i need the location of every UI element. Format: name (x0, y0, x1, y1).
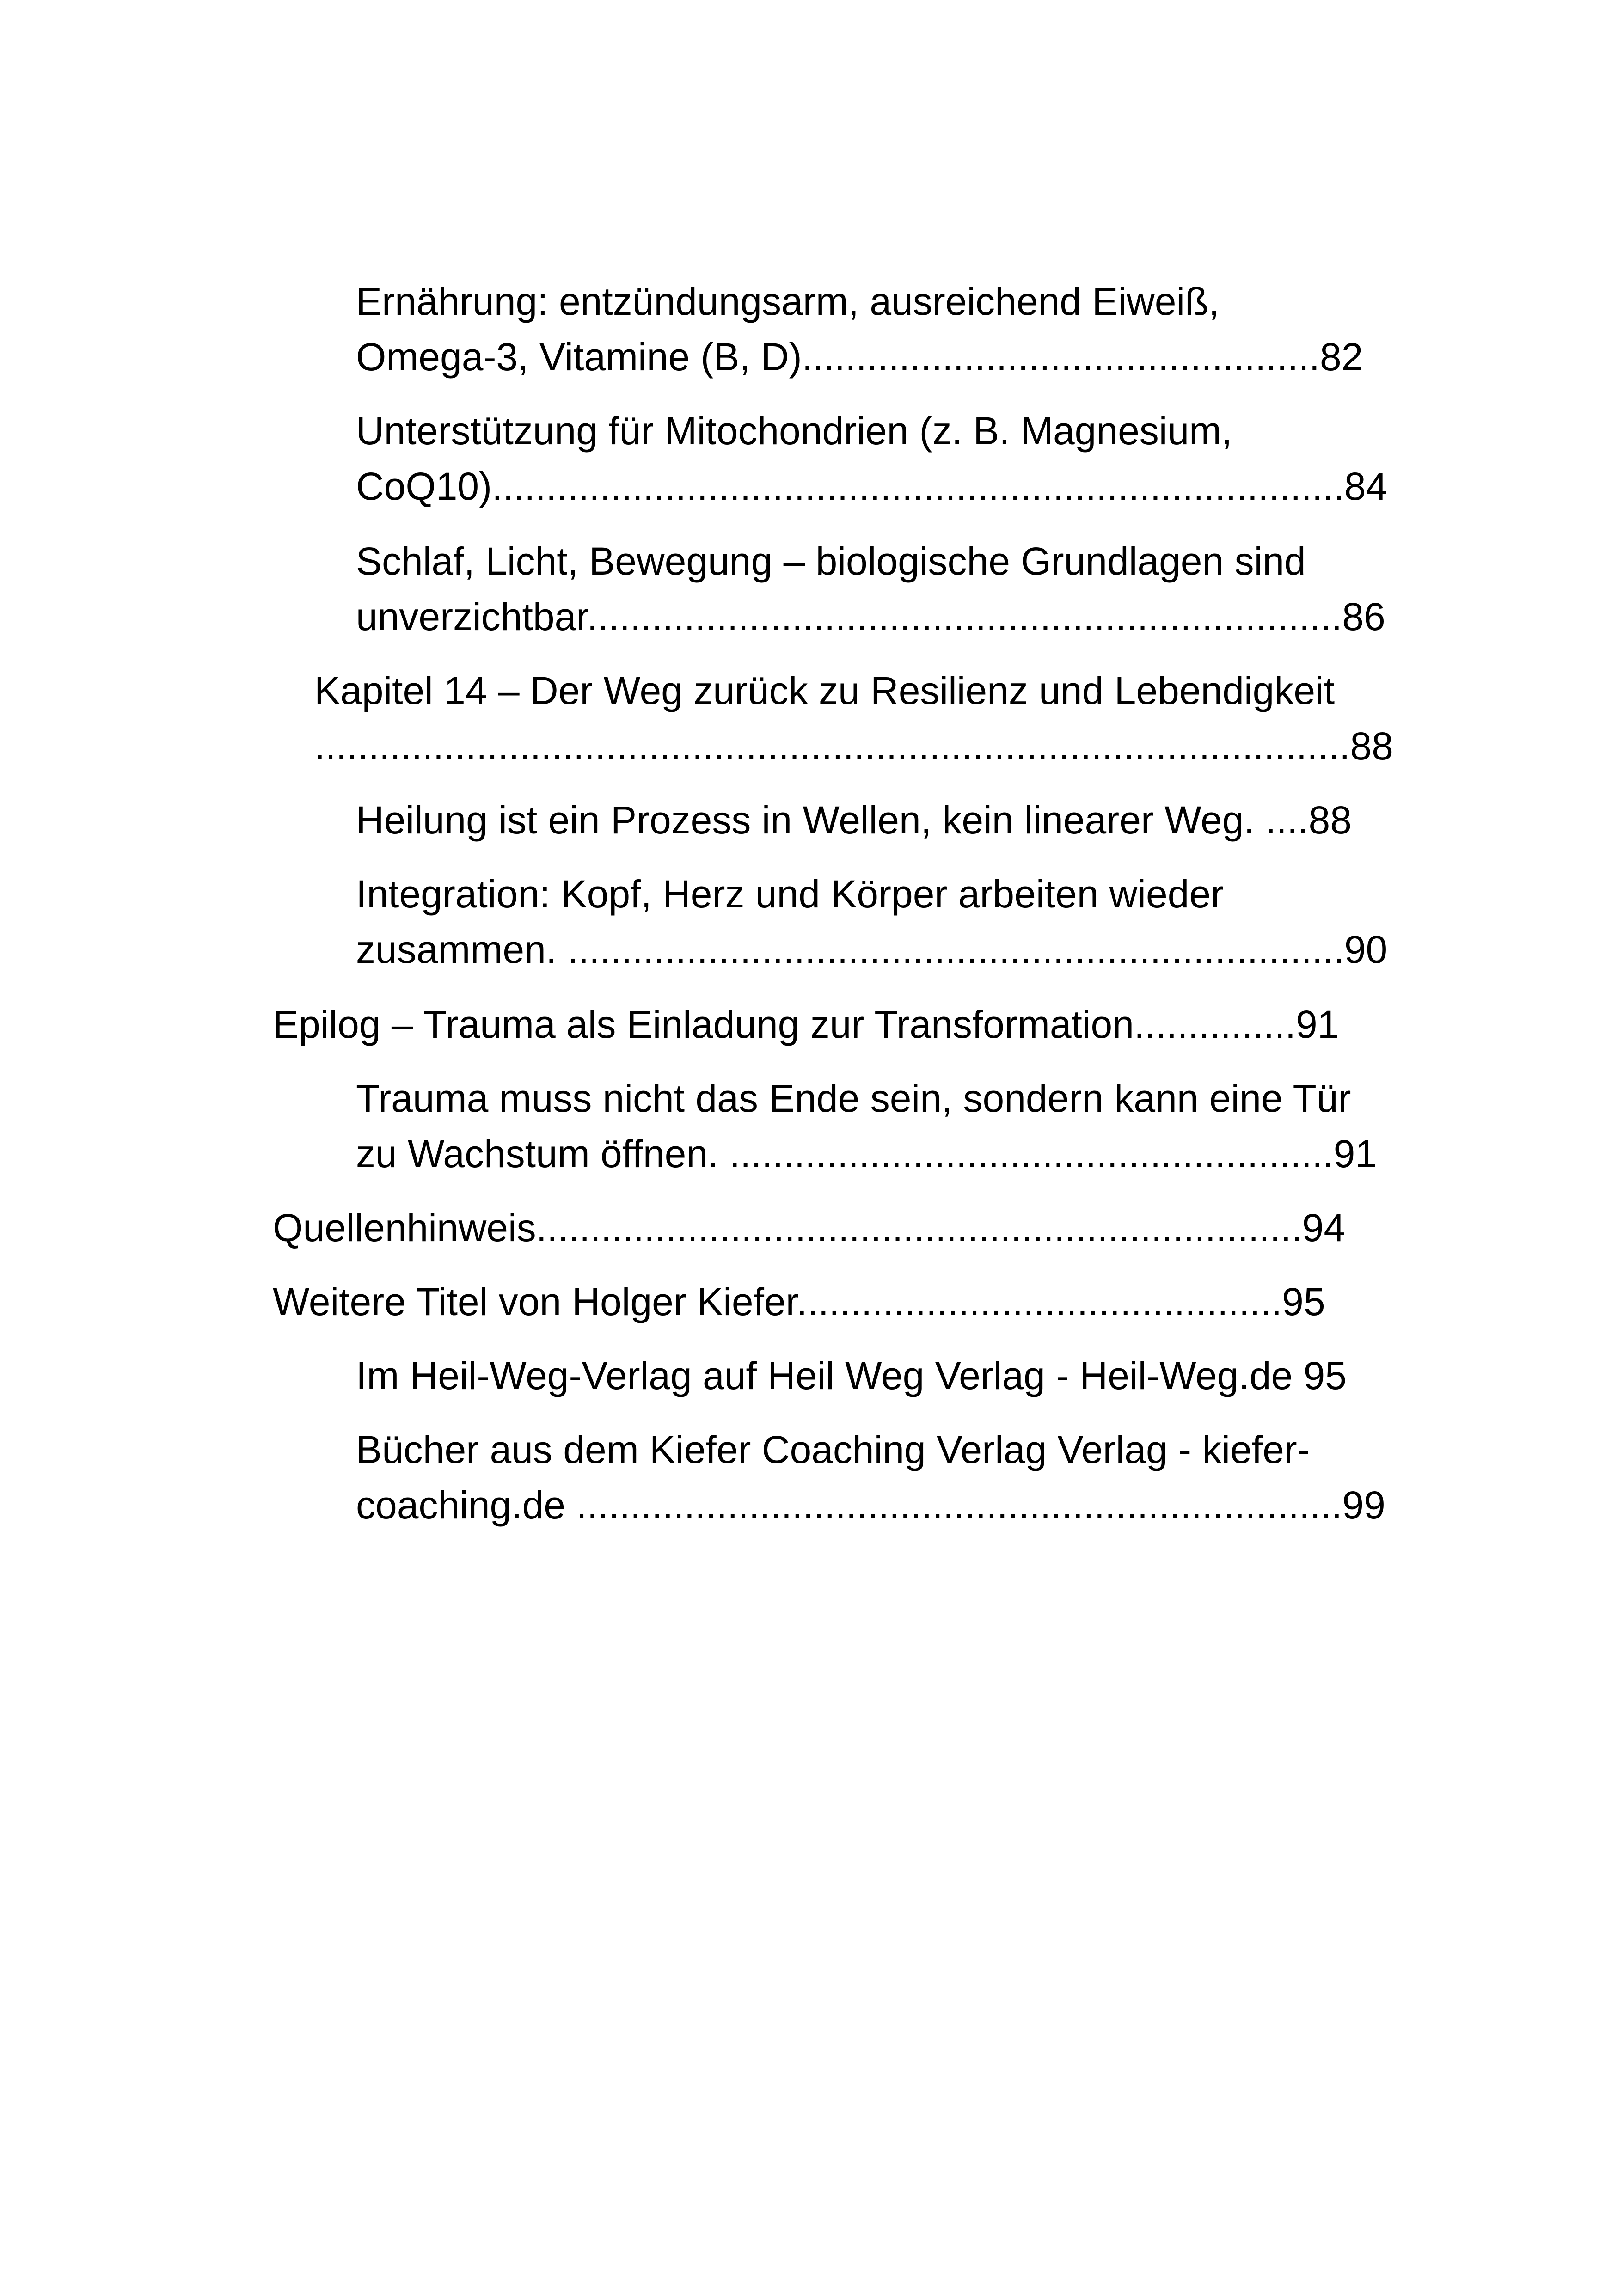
toc-entry-text: unverzichtbar......................................................................86 (356, 595, 1385, 638)
toc-entry-kiefer-coaching-verlag (356, 1422, 1385, 1533)
toc-entry-epilog (273, 997, 1339, 1052)
toc-entry-text: coaching.de .......................................................................99 (356, 1483, 1385, 1527)
toc-entry-text: Ernährung: entzündungsarm, ausreichend Eiweiß, (356, 280, 1220, 323)
toc-entry-text: Weitere Titel von Holger Kiefer.............................................95 (273, 1280, 1325, 1323)
toc-entry-trauma-growth (356, 1071, 1377, 1182)
toc-entry-text: zu Wachstum öffnen. ........................................................91 (356, 1132, 1377, 1176)
toc-entry-text: Epilog – Trauma als Einladung zur Transformation...............91 (273, 1003, 1339, 1046)
toc-entry-text: CoQ10)...............................................................................84 (356, 465, 1388, 508)
toc-entry-text: Trauma muss nicht das Ende sein, sondern kann eine Tür (356, 1077, 1351, 1120)
toc-entry-text: ................................................................................................88 (314, 724, 1393, 768)
toc-entry-text: Kapitel 14 – Der Weg zurück zu Resilienz und Lebendigkeit (314, 669, 1335, 712)
toc-entry-text: Integration: Kopf, Herz und Körper arbeiten wieder (356, 872, 1224, 916)
toc-entry-heil-weg-verlag (356, 1348, 1347, 1403)
toc-entry-text: Omega-3, Vitamine (B, D)................................................82 (356, 335, 1363, 379)
toc-entry-text: Bücher aus dem Kiefer Coaching Verlag Verlag - kiefer- (356, 1428, 1310, 1471)
toc-entry-text: Im Heil-Weg-Verlag auf Heil Weg Verlag - Heil-Weg.de 95 (356, 1354, 1347, 1397)
toc-entry-further-titles (273, 1274, 1325, 1329)
toc-entry-healing-waves (356, 792, 1352, 848)
toc-entry-text: zusammen. ........................................................................90 (356, 928, 1388, 971)
toc-entry-mitochondria (356, 403, 1387, 514)
toc-entry-text: Quellenhinweis.......................................................................94 (273, 1206, 1346, 1249)
toc-entry-integration (356, 866, 1387, 977)
toc-entry-sources (273, 1200, 1345, 1255)
toc-entry-text: Unterstützung für Mitochondrien (z. B. Magnesium, (356, 409, 1232, 453)
toc-entry-chapter-14 (314, 663, 1393, 774)
toc-entry-sleep-light (356, 533, 1385, 644)
toc-entry-nutrition (356, 274, 1363, 385)
toc-entry-text: Heilung ist ein Prozess in Wellen, kein linearer Weg. ....88 (356, 798, 1352, 842)
toc-entry-text: Schlaf, Licht, Bewegung – biologische Grundlagen sind (356, 539, 1306, 583)
